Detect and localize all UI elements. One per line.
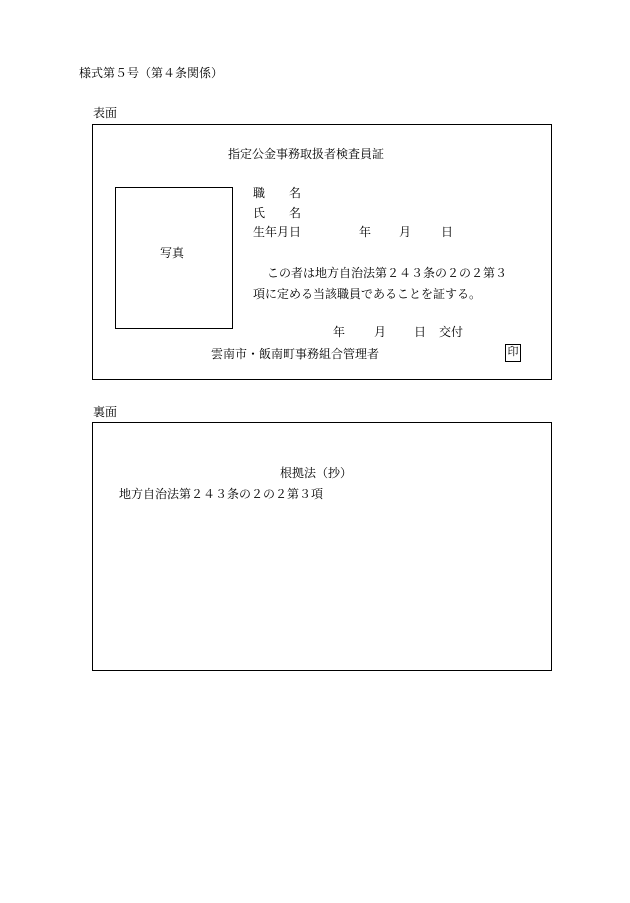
issuer-name: 雲南市・飯南町事務組合管理者 (211, 347, 380, 361)
seal-stamp: 印 (505, 344, 521, 362)
law-text: 地方自治法第２４３条の２の２第３項 (119, 487, 324, 501)
form-number: 様式第５号（第４条関係） (79, 66, 224, 80)
certification-line-1: この者は地方自治法第２４３条の２の２第３ (267, 266, 508, 280)
photo-label: 写真 (160, 246, 185, 260)
field-birthdate: 生年月日 (253, 225, 302, 239)
photo-box (115, 187, 233, 329)
field-name: 氏 名 (253, 206, 302, 220)
birth-year-label: 年 (359, 225, 372, 239)
issue-day-label: 日 (414, 325, 427, 339)
back-card (92, 422, 552, 671)
certification-line-2: 項に定める当該職員であることを証する。 (253, 287, 482, 301)
birth-month-label: 月 (399, 225, 412, 239)
back-side-label: 裏面 (93, 405, 118, 419)
card-title: 指定公金事務取扱者検査員証 (228, 147, 385, 161)
issue-label: 交付 (439, 325, 464, 339)
field-position: 職 名 (253, 186, 302, 200)
law-title: 根拠法（抄） (280, 466, 353, 480)
issue-year-label: 年 (333, 325, 346, 339)
issue-month-label: 月 (374, 325, 387, 339)
front-side-label: 表面 (93, 106, 118, 120)
birth-day-label: 日 (441, 225, 454, 239)
front-card (92, 124, 552, 380)
